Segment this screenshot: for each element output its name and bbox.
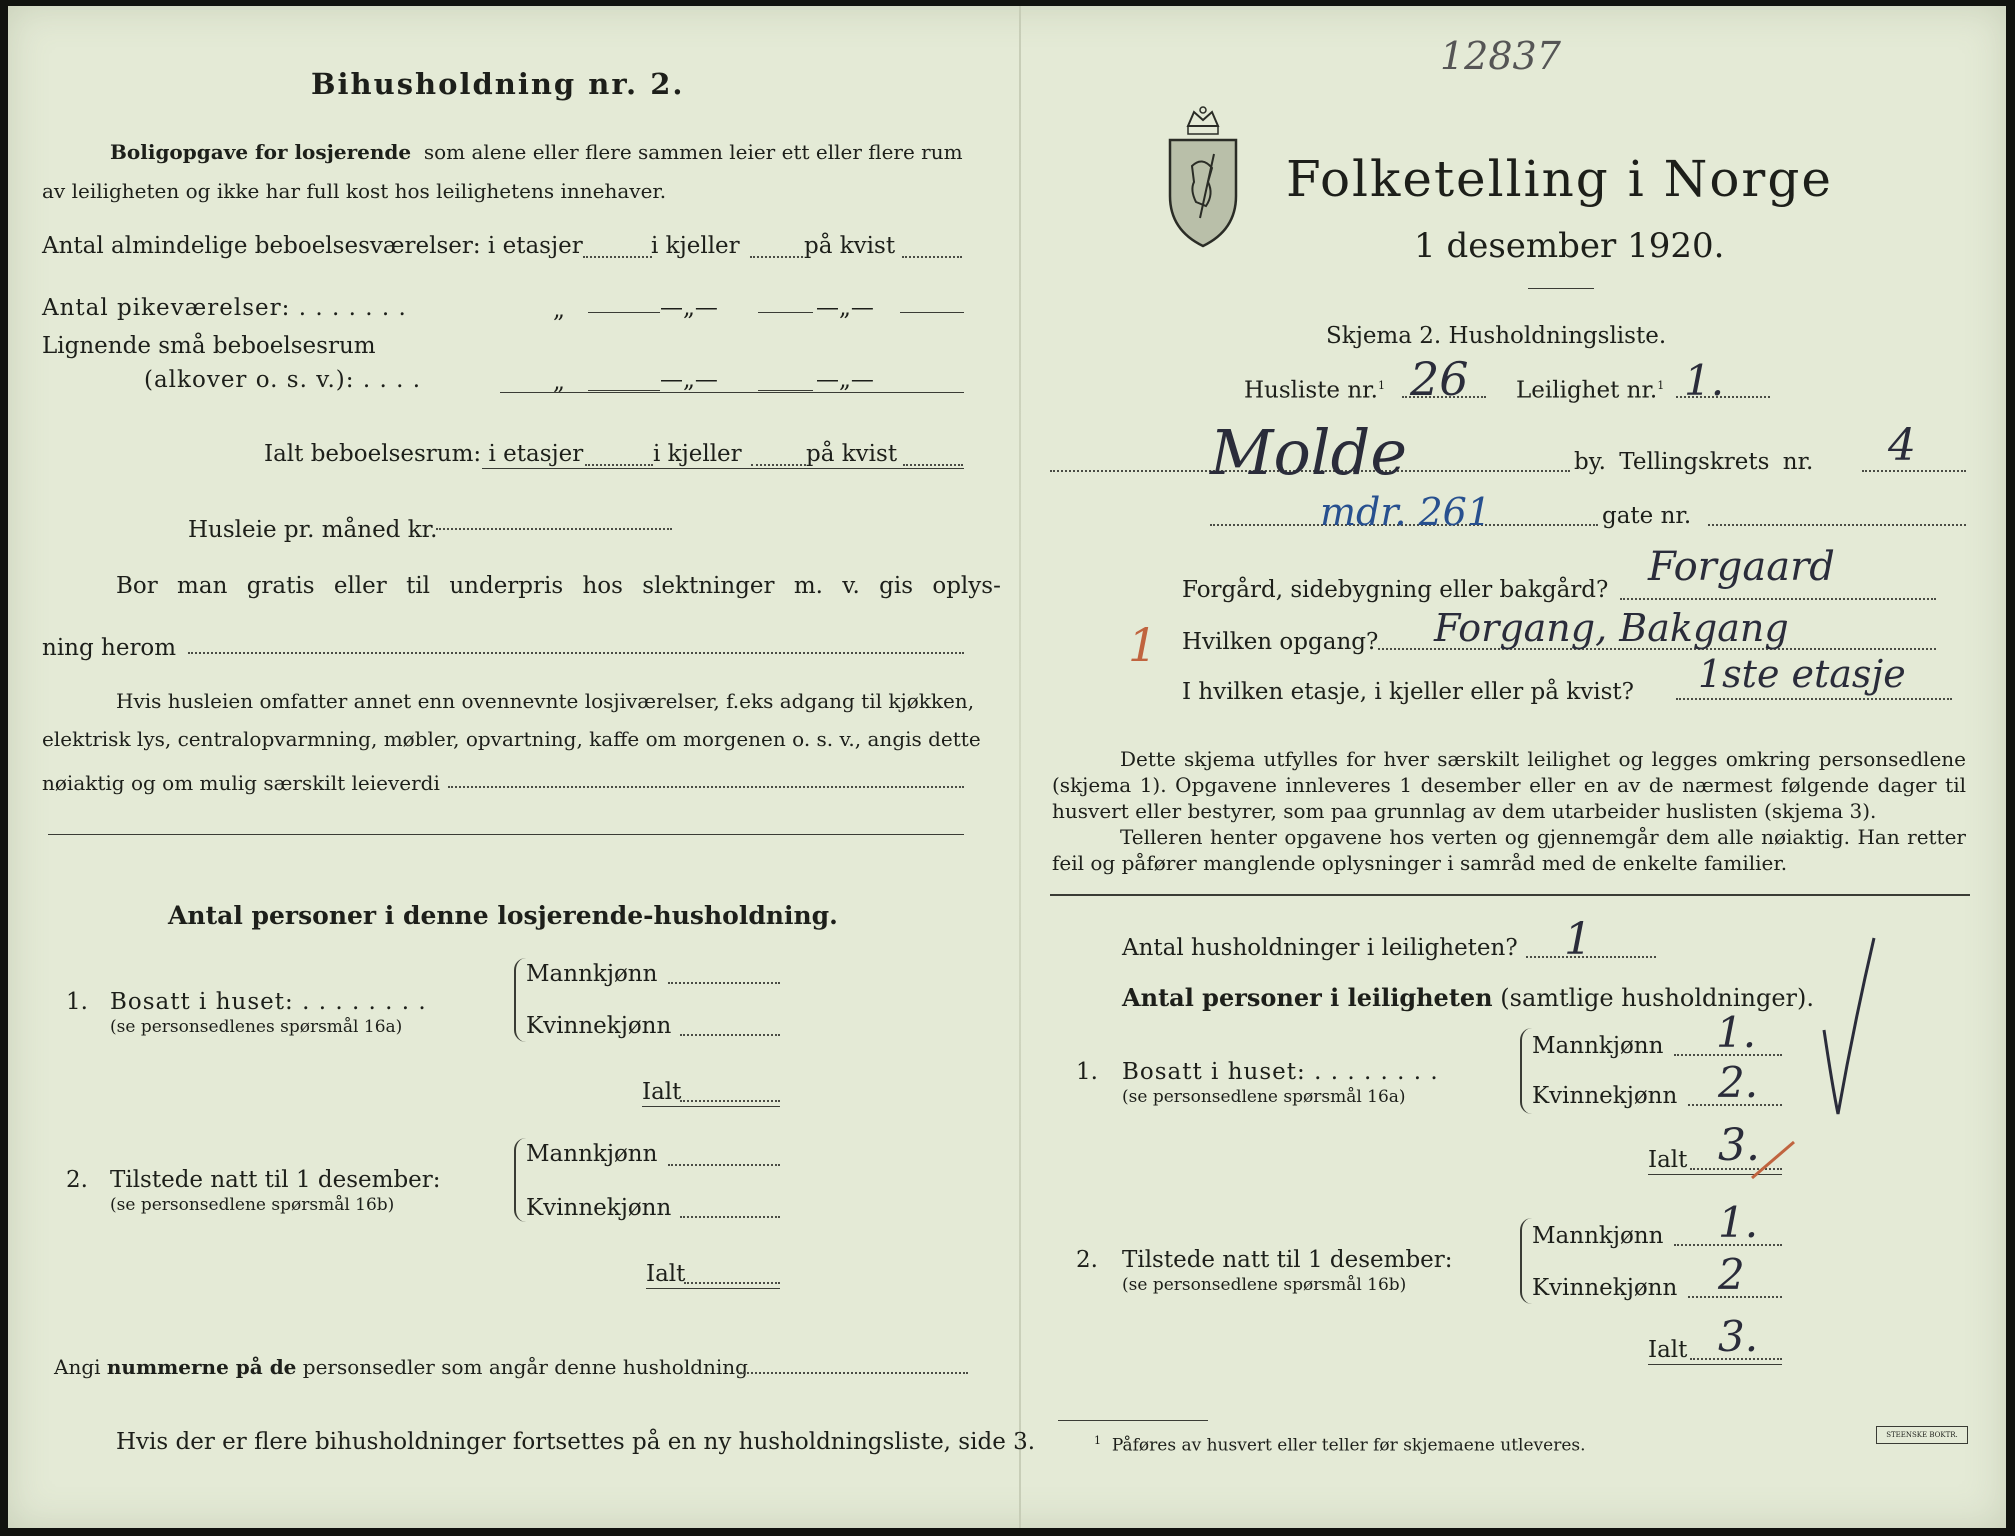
- q2-mann-value: 1.: [1718, 1198, 1759, 1247]
- etasje-label: I hvilken etasje, i kjeller eller på kvist?: [1182, 679, 1634, 705]
- lignende-label-1: Lignende små beboelsesrum: [42, 333, 376, 359]
- q1-mann-value: 1.: [1716, 1008, 1757, 1057]
- form-title: Folketelling i Norge: [1286, 150, 1833, 208]
- left-title: Bihusholdning nr. 2.: [311, 67, 685, 101]
- red-mark: 1: [1128, 618, 1158, 672]
- instructions-paragraph-2: Telleren henter opgavene hos verten og gjennemgår dem alle nøiaktig. Han retter feil og påfører manglende oplysninger i samråd med de enkelte familier.: [1052, 825, 1966, 875]
- etasje-value: 1ste etasje: [1698, 652, 1906, 696]
- coat-of-arms-icon: [1164, 106, 1242, 256]
- opgang-value: Forgang, Bakgang: [1434, 606, 1789, 650]
- leilighet-label: Leilighet nr.$^1$: [1516, 377, 1665, 404]
- husholdninger-label: Antal husholdninger i leiligheten?: [1122, 935, 1518, 961]
- right-q2-label: Tilstede natt til 1 desember:: [1122, 1247, 1453, 1273]
- q1-ialt-value: 3.: [1718, 1120, 1760, 1171]
- omfatter-line-2: elektrisk lys, centralopvarmning, møbler, opvartning, kaffe om morgenen o. s. v., angis dette: [42, 727, 981, 751]
- right-persons-title: Antal personer i leiligheten (samtlige husholdninger).: [1122, 983, 1815, 1012]
- printer-stamp: STEENSKE BOKTR.: [1876, 1426, 1968, 1444]
- footnote: $^1$ Påføres av husvert eller teller før skjemaene utleveres.: [1094, 1434, 1586, 1456]
- angi-line: Angi nummerne på de personsedler som angår denne husholdning: [54, 1355, 748, 1379]
- gate-value: mdr. 261: [1320, 490, 1492, 534]
- lignende-label-2: (alkover o. s. v.): . . . .: [144, 367, 422, 393]
- right-q1-label: Bosatt i huset: . . . . . . . .: [1122, 1059, 1439, 1085]
- right-q2-sub: (se personsedlene spørsmål 16b): [1122, 1275, 1407, 1295]
- husholdninger-value: 1: [1564, 914, 1592, 965]
- skjema-label: Skjema 2. Husholdningsliste.: [1326, 323, 1667, 349]
- gratis-line-1: Bor man gratis eller til underpris hos slektninger m. v. gis oplys-: [116, 573, 1001, 599]
- opgang-label: Hvilken opgang?: [1182, 629, 1379, 655]
- archive-number: 12837: [1440, 34, 1561, 78]
- left-footer: Hvis der er flere bihusholdninger fortsettes på en ny husholdningsliste, side 3.: [116, 1429, 1036, 1455]
- q2-kvinne-value: 2: [1718, 1250, 1745, 1299]
- left-q2-label: Tilstede natt til 1 desember:: [110, 1167, 441, 1193]
- by-krets-label: by. Tellingskrets nr.: [1574, 449, 1814, 475]
- census-form-sheet: 12837 Bihusholdning nr. 2. Boligopgave for losjerende som alene eller flere sammen leier ett eller flere rum av leiligheten og ikke har full kost hos leilighetens innehaver. Antal almindelige beboelsesværelser: i etasjer i kjeller på kvist Antal pikeværelser: . . . . . . . „ —„— —„— Lignende små beboelsesrum (alkover o. s. v.): . . . . „ —„— —„— Ialt beboelsesrum: i etasjer i kjeller på kvist Husleie pr. måned kr. Bor man gratis eller til underpris hos slektninger m. v. gis oplys- ning herom Hvis husleien omfatter annet enn ovennevnte losjiværelser, f.eks adgang til kjøkken, elektrisk lys, centralopvarmning, møbler, opvartning, kaffe om morgenen o. s. v., angis dette nøiaktig og om mulig særskilt leieverdi Antal personer i denne losjerende-husholdning. 1. Bosatt i huset: . . . . . . . . (se personsedlenes spørsmål 16a) Mannkjønn Kvinnekjønn Ialt 2. Tilstede natt til 1 desember: (se personsedlene spørsmål 16b) Mannkjønn Kvinnekjønn Ialt Angi nummerne på de personsedler som angår denne husholdning Hvis der er flere bihusholdninger fortsettes på en ny husholdningsliste, side 3. Folketelling i Norge 1 desember 1920. Skjema 2. Husholdningsliste. Husliste nr.$^1$ 26 Leilighet nr.$^1$ 1. Molde by. Tellingskrets nr. 4 mdr. 261 gate nr. Forgård, sidebygning eller bakgård? Forgaard 1 Hvilken opgang? Forgang, Bakgang I hvilken etasje, i kjeller eller på kvist? 1ste etasje Dette skjema utfylles for hver særskilt leilighet og legges omkring personsedlene (skjema 1). Opgavene innleveres 1 desember eller en av de nærmest følgende dager til husvert eller bestyrer, som paa grunnlag av dem utarbeider huslisten (skjema 3). Telleren henter opgavene hos verten og gjennemgår dem alle nøiaktig. Han retter feil og påfører manglende oplysninger i samråd med de enkelte familier. Antal husholdninger i leiligheten? 1 Antal personer i leiligheten (samtlige husholdninger). 1. Bosatt i huset: . . . . . . . . (se personsedlene spørsmål 16a) Mannkjønn 1. Kvinnekjønn 2. Ialt 3. 2. Tilstede natt til 1 desember: (se personsedlene spørsmål 16b) Mannkjønn 1. Kvinnekjønn 2 Ialt 3. $^1$ Påføres av husvert eller teller før skjemaene utleveres. STEENSKE BOKTR.: [8, 6, 2006, 1528]
- left-q1-label: Bosatt i huset: . . . . . . . .: [110, 989, 427, 1015]
- red-tick-icon: [1748, 1136, 1798, 1186]
- krets-value: 4: [1888, 420, 1916, 471]
- q1-kvinne-value: 2.: [1718, 1058, 1759, 1107]
- city-value: Molde: [1210, 416, 1408, 489]
- husliste-label: Husliste nr.$^1$: [1244, 377, 1385, 404]
- gate-label: gate nr.: [1602, 503, 1692, 529]
- intro-line-1: Boligopgave for losjerende som alene eller flere sammen leier ett eller flere rum: [110, 140, 963, 164]
- omfatter-line-3: nøiaktig og om mulig særskilt leieverdi: [42, 771, 440, 795]
- q2-ialt-value: 3.: [1718, 1312, 1759, 1361]
- rooms-label: Antal almindelige beboelsesværelser: i etasjer: [42, 233, 583, 259]
- gratis-line-2: ning herom: [42, 635, 177, 661]
- husliste-value: 26: [1410, 352, 1469, 406]
- omfatter-line-1: Hvis husleien omfatter annet enn ovennevnte losjiværelser, f.eks adgang til kjøkken,: [116, 689, 975, 713]
- left-q1-sub: (se personsedlenes spørsmål 16a): [110, 1017, 403, 1037]
- intro-line-2: av leiligheten og ikke har full kost hos leilighetens innehaver.: [42, 179, 667, 203]
- left-q2-sub: (se personsedlene spørsmål 16b): [110, 1195, 395, 1215]
- instructions-paragraph-1: Dette skjema utfylles for hver særskilt leilighet og legges omkring personsedlene (skjema 1). Opgavene innleveres 1 desember eller en av de nærmest følgende dager til husvert eller bestyrer, som paa grunnlag av dem utarbeider huslisten (skjema 3).: [1052, 747, 1966, 823]
- pike-label: Antal pikeværelser: . . . . . . .: [42, 295, 407, 321]
- husleie-label: Husleie pr. måned kr.: [188, 517, 438, 543]
- form-date: 1 desember 1920.: [1414, 226, 1725, 266]
- page-fold: [1019, 6, 1021, 1528]
- check-mark-icon: [1818, 934, 1878, 1120]
- right-q1-sub: (se personsedlene spørsmål 16a): [1122, 1087, 1406, 1107]
- leilighet-value: 1.: [1684, 356, 1725, 405]
- forgard-label: Forgård, sidebygning eller bakgård?: [1182, 577, 1609, 603]
- left-persons-title: Antal personer i denne losjerende-husholdning.: [168, 901, 838, 930]
- ialt-rooms-label: Ialt beboelsesrum: i etasjer: [264, 441, 584, 467]
- forgard-value: Forgaard: [1648, 544, 1835, 590]
